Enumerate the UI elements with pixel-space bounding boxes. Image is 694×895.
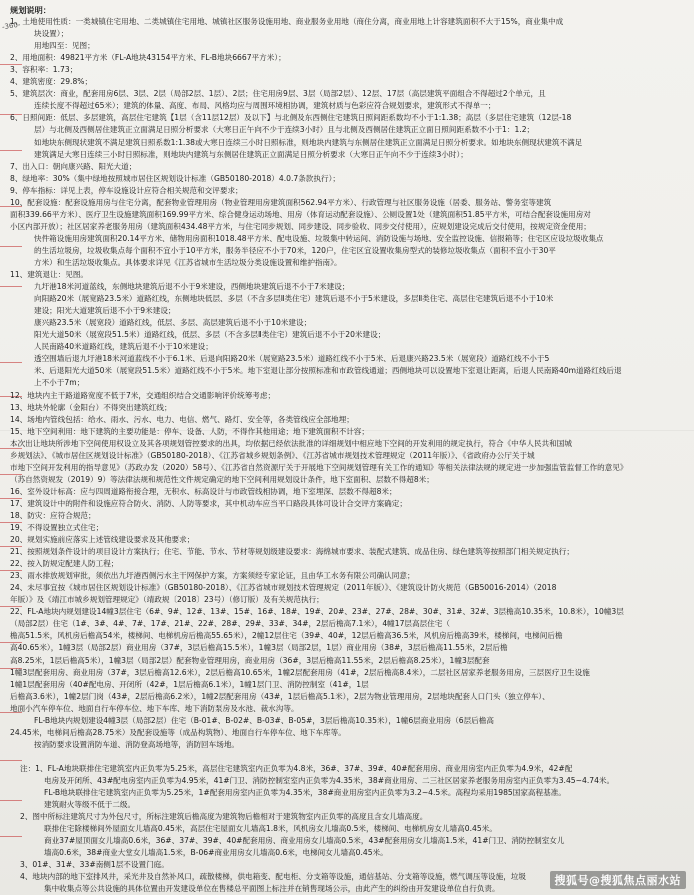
- page-number: -360-: [1, 20, 21, 32]
- document-line: 建设；阳光大道建筑后退不小于9米建设；: [34, 306, 176, 316]
- document-line: 乡规划法》、《城市居住区规划设计标准》（GB50180-2018）、《江苏省城乡规划条例》、《江苏省城市规划技术管理规定（2011年版）》、《省政府办公厅关于城: [10, 450, 535, 460]
- document-line: 高8.25米，1层后檐高5米），1幢3层（局部2层）配套物业管理用房，商业用房（36#，3层后檐高11.55米，2层后檐高8.25米），1幢3层配套: [10, 655, 490, 665]
- document-line: 块设置）；: [34, 29, 69, 39]
- document-line: 的生活垃圾房，垃圾收集点每个面积不宜小于10平方米，服务半径应不小于70米，120户，住宅区宜设置收集房型式的装修垃圾收集点（面积不宜小于30平: [34, 245, 556, 255]
- document-line: （苏自然资规发（2019）9）等法律法规和规范性文件规定确定的地下空间利用规划设计条件，地下室面积、层数不得超8米；: [10, 474, 434, 484]
- document-line: 人民南路40米道路红线，建筑后退不小于10米建设；: [34, 342, 213, 352]
- document-line: 5、建筑层次：商业，配套用房6层、3层、2层（局部2层、1层）、2层；住宅用房9层、3层（局部2层）、12层、17层（高层建筑平面组合不得超过2个单元，且: [10, 89, 546, 99]
- document-line: 墙高0.6米，38#商业大堂女儿墙高1.5米，B-06#商业用房女儿墙高0.6米，电梯间女儿墙高0.45米。: [44, 848, 388, 858]
- document-line: 快件箱设施用房建筑面积20.14平方米、储物用房面积1018.48平方米、配电设施、垃圾集中转运间、消防设施与场地、安全监控设施、信报箱等；住宅区应设垃圾收集点: [34, 233, 604, 243]
- document-line: 规划说明：: [10, 5, 51, 15]
- document-line: 1幢3层配套用房、商业用房（37#，3层后檐高12.6米），2层后檐高10.65米，1幢2层配套用房（41#，2层后檐高8.4米），二层社区居家养老服务用房，三层医疗卫生设施: [10, 667, 590, 677]
- document-line: 年版）》及《靖江市城乡规划管理规定》（靖政规〔2018〕23号）（修订版）及有关规范执行；: [10, 595, 324, 605]
- document-line: 市地下空间开发利用的指导意见》（苏政办发（2020）58号）、《江苏省自然资源厅关于开展地下空间规划管理有关工作的通知》等相关法律法规的规定进一步加强监管监督工作的意见》: [10, 462, 628, 472]
- document-line: 20、规划实施前应落实上述管线建设要求及其他要求；: [10, 535, 195, 545]
- document-line: FL-B地块联排住宅建筑室内正负零为5.25米，1#配套用房室内正负零为4.35米，38#商业用房室内正负零为3.2~4.5米。高程均采用1985国家高程基准。: [44, 788, 566, 798]
- document-line: 22、FL-A地块内规划建设14幢3层住宅（6#、9#、12#、13#、15#、16#、18#、19#、20#、23#、27#、28#、30#、31#、32#、3层檐高10.35米，10.8米），10幢3层: [10, 607, 624, 617]
- document-line: 15、地下空间利用：地下建筑的主要功能是：停车、设备、人防，不得作其他用途；地下建筑面积不计容；: [10, 426, 369, 436]
- document-line: 21、按照规划条件设计的项目设计方案执行；住宅、节能、节水、节材等规划级建设要求：海绵城市要求、装配式建筑、成品住房、绿色建筑等按照部门相关规定执行；: [10, 547, 574, 557]
- document-line: 4、地块内部的地下室排风井，采光井及自然补风口，疏散楼梯，供电箱变、配电柜、分支箱等设施，通信基站、分支箱等设施，燃气调压等设施，垃圾: [20, 872, 527, 882]
- source-watermark: 搜狐号@搜狐焦点丽水站: [550, 871, 687, 889]
- document-line: 面积339.66平方米）、医疗卫生设施建筑面积169.99平方米、综合健身运动场地、用房（体育运动配套设施）、公厕设置1处（建筑面积51.85平方米，可结合配套设施用房对: [10, 209, 591, 219]
- document-line: 阳光大道50米（展宽段51.5米）道路红线，低层、多层（不含多层Ⅱ类住宅）建筑后退不小于20米建设；: [34, 330, 386, 340]
- document-line: 建筑满足大寒日连续三小时日照标准，则地块内建筑与东侧居住建筑正立面满足日照分析要求（大寒日正午向不少于连续3小时）；: [34, 149, 468, 159]
- document-line: 10、配套设施：配套设施用房与住宅分离，配套物业管理用房（物业管理用房建筑面积562.94平方米）、行政管理与社区服务设施（居委、服务站、警务室等建筑: [10, 197, 552, 207]
- document-line: 层）与北侧及西侧居住建筑正立面满足日照分析要求（大寒日正午向不少于连续3小时）且与北侧及西侧居住建筑正立面日照间距系数不小于1：1.2；: [34, 125, 535, 135]
- document-line: 22、按入防规定配建人防工程；: [10, 559, 119, 569]
- document-line: 联排住宅除楼梯间外屋面女儿墙高0.45米，高层住宅屋面女儿墙高1.8米，风机房女儿墙高0.5米，楼梯间、电梯机房女儿墙高0.45米。: [44, 824, 497, 834]
- document-line: 2、图中所标注建筑尺寸为外包尺寸，所标注建筑后檐高度为建筑物后檐相对于建筑物室内正负零的高度且含女儿墙高度。: [20, 812, 428, 822]
- document-line: （局部2层）住宅（1#、3#、4#、7#、17#、21#、22#、28#、29#、33#、34#，2层后檐高7.1米），4幢17层高层住宅（: [10, 619, 450, 629]
- document-line: 9、停车指标：详见上表，停车设施设计应符合相关规范和交评要求；: [10, 185, 243, 195]
- document-line: 如地块东侧现状建筑不满足建筑日照系数1:1.38或大寒日连续三小时日照标准，则地块内建筑与东侧居住建筑正立面满足日照分析要求。如地块东侧现状建筑不满足: [34, 137, 583, 147]
- document-line: 集中收集点等公共设施的具体位置由开发建设单位在售楼总平面图上标注并在销售现场公示，由此产生的纠纷由开发建设单位自行负责。: [44, 884, 500, 894]
- document-line: 透空围墙后退九圩港18米河道蓝线不小于6.1米、后退向阳路20米（展宽路23.5米）道路红线不小于5米、后退康兴路23.5米（展宽段）道路红线不小于5: [34, 354, 550, 364]
- document-line: 用地四至：见图；: [34, 41, 95, 51]
- document-line: 康兴路23.5米（展宽段）道路红线，低层、多层、高层建筑后退不小于10米建设；: [34, 318, 312, 328]
- document-line: 连续长度不得超过65米）；建筑的体量、高度、布局、风格均应与周围环境相协调，建筑材质与色彩应符合规划要求，建筑形式不得单一；: [34, 101, 496, 111]
- document-line: 米、后退阳光大道50米（展宽段51.5米）道路红线不小于5米。地下室退让部分按照标准和市政管线通道；西侧地块可以设置地下室退让距离，后退人民南路40m道路红线后退: [34, 366, 622, 376]
- document-line: 18、防灾：应符合规范；: [10, 510, 96, 520]
- document-line: 24、未尽事宜按《城市居住区规划设计标准》（GB50180-2018）、《江苏省城市规划技术管理规定（2011年版）》、《建筑设计防火规范（GB50016-2014）（2018: [10, 583, 557, 593]
- document-line: 2、用地面积：49821平方米（FL-A地块43154平方米、FL-B地块6667平方米）；: [10, 53, 286, 63]
- document-line: 檐高51.5米，风机房后檐高54米，楼梯间、电梯机房后檐高55.65米），2幢12层住宅（39#、40#，12层后檐高36.5米，风机房后檐高39米，楼梯间，电梯间后檐: [10, 631, 563, 641]
- document-line: 1、土地使用性质：一类城镇住宅用地、二类城镇住宅用地、城镇社区服务设施用地、商业服务业用地（商住分离，商业用地上计容建筑面积不大于15%，商业集中成: [10, 17, 564, 27]
- document-line: 17、建筑设计中的附件和设施应符合防火、消防、人防等要求，其中机动车应当平口路段具体可设计合交评方案确定；: [10, 498, 407, 508]
- document-line: 上不小于7m；: [34, 378, 85, 388]
- document-line: 3、容积率：1.73；: [10, 65, 78, 75]
- document-line: 地面小汽车停车位、地面自行车停车位、地下车库、地下消防泵房及水池、裁水沟等。: [10, 703, 299, 713]
- document-line: 电房及开闭所、43#配电房室内正负零为4.95米，41#门卫、消防控制室室内正负零为4.35米，38#商业用房、二三社区居家养老服务用房室内正负零为3.45~4.74米。: [44, 776, 615, 785]
- document-line: 3、01#、31#、33#南侧1层不设置门庭。: [20, 860, 169, 870]
- document-line: 商业37#屋顶面女儿墙高0.6米，36#、37#、39#、40#配套用房、商业用房女儿墙高0.5米，43#配套用房女儿墙高1.5米，41#门卫、消防控制室女儿: [44, 836, 565, 846]
- document-line: 4、建筑密度：29.8%；: [10, 77, 93, 87]
- document-line: 13、地块外轮廓（金阳台）不得突出建筑红线；: [10, 402, 172, 412]
- document-line: 8、绿地率：30%（集中绿地按照城市居住区规划设计标准（GB50180-2018）4.0.7条款执行）；: [10, 173, 340, 183]
- document-line: 11、建筑退让：见图。: [10, 270, 89, 280]
- document-line: 高40.65米），1幢3层（局部2层）商业用房（37#，3层后檐高15.5米），1幢3层（局部2层，1层）商业用房（38#，3层后檐高11.55米，2层后檐: [10, 643, 508, 653]
- document-line: 19、不得设置独立式住宅；: [10, 523, 104, 533]
- document-line: [10, 751, 686, 763]
- document-line: 24.45米，电梯间后檐高28.75米）及配套设施等（成品构筑物）、地面自行车停车位、地下车库等。: [10, 727, 346, 737]
- document-line: 向阳路20米（展宽路23.5米）道路红线，东侧地块低层、多层（不含多层Ⅱ类住宅）建筑后退不小于5米建设，多层Ⅱ类住宅、高层住宅建筑后退不小于10米: [34, 294, 554, 304]
- document-line: 14、场地内管线包括：给水、雨水、污水、电力、电信、燃气、路灯、安全等，各类管线应全部地埋；: [10, 414, 354, 424]
- document-line: 后檐高3.6米），1幢2层门岗（43#，2层后檐高6.2米），1幢2层配套用房（43#，1层后檐高5.1米），2层为物业管理用房，2层地块配套人口门头（独立停车）、: [10, 691, 550, 701]
- document-line: 本次出让地块所涉地下空间使用权设立及其各项规划管控要求的出具，均依据已经依法批准的详细规划中相应地下空间的开发利用的规定执行，符合《中华人民共和国城: [10, 438, 572, 448]
- document-line: 注：1、FL-A地块联排住宅建筑室内正负零为5.25米，高层住宅建筑室内正负零为4.8米，36#、37#、39#、40#配套用房、商业用房室内正负零为4.9米，42#配: [20, 763, 573, 773]
- document-line: 7、出入口：朝向康兴路、阳光大道；: [10, 161, 137, 171]
- document-line: 12、地块内主干路道路宽度不低于7米，交通组织结合交通影响评价统筹考虑；: [10, 390, 276, 400]
- document-line: 方米）和生活垃圾收集点。具体要求详见《江苏省城市生活垃圾分类设施设置和维护指南》。: [34, 257, 342, 267]
- document-line: 23、雨水排放规划审批，须依出九圩港西侧污水主干网保护方案，方案须经专家论证，且由华工水务有限公司确认同意；: [10, 571, 415, 581]
- document-line: 按消防要求设置消防车道、消防登高场地等，消防回车场地。: [34, 739, 240, 749]
- document-line: 建筑耐火等级不低于二级。: [44, 800, 136, 810]
- document-line: FL-B地块内规划建设4幢3层（局部2层）住宅（B-01#、B-02#、B-03#、B-05#，3层后檐高10.35米），1幢6层商业用房（6层后檐高: [34, 715, 494, 725]
- document-line: 九圩港18米河道蓝线，东侧地块建筑后退不小于9米建设，西侧地块建筑后退不小于7米建设；: [34, 282, 350, 292]
- document-line: 小区内部开放）；社区居家养老服务用房（建筑面积434.48平方米，与住宅同步规划、同步建设、同步验收、同步交付使用），应规划建设完成后交付使用，按规定资金使用；: [10, 221, 591, 231]
- document-line: 6、日照间距：低层、多层建筑，高层住宅建筑【1层（含11层12层）及以下】与北侧及东西侧住宅建筑日照间距系数均不小于1:1.38；高层（多层住宅建筑（12层-18: [10, 113, 572, 123]
- document-line: 16、室外设计标高：应与四周道路衔接合理，无积水、标高设计与市政管线相协调，地下室埋深、层数不得超8米；: [10, 486, 397, 496]
- document-line: 1幢1层配套用房（40#配电房、开闭所（42#，1层后檐高6.1米），1幢1层门卫、消防控制室（41#，1层: [10, 679, 369, 689]
